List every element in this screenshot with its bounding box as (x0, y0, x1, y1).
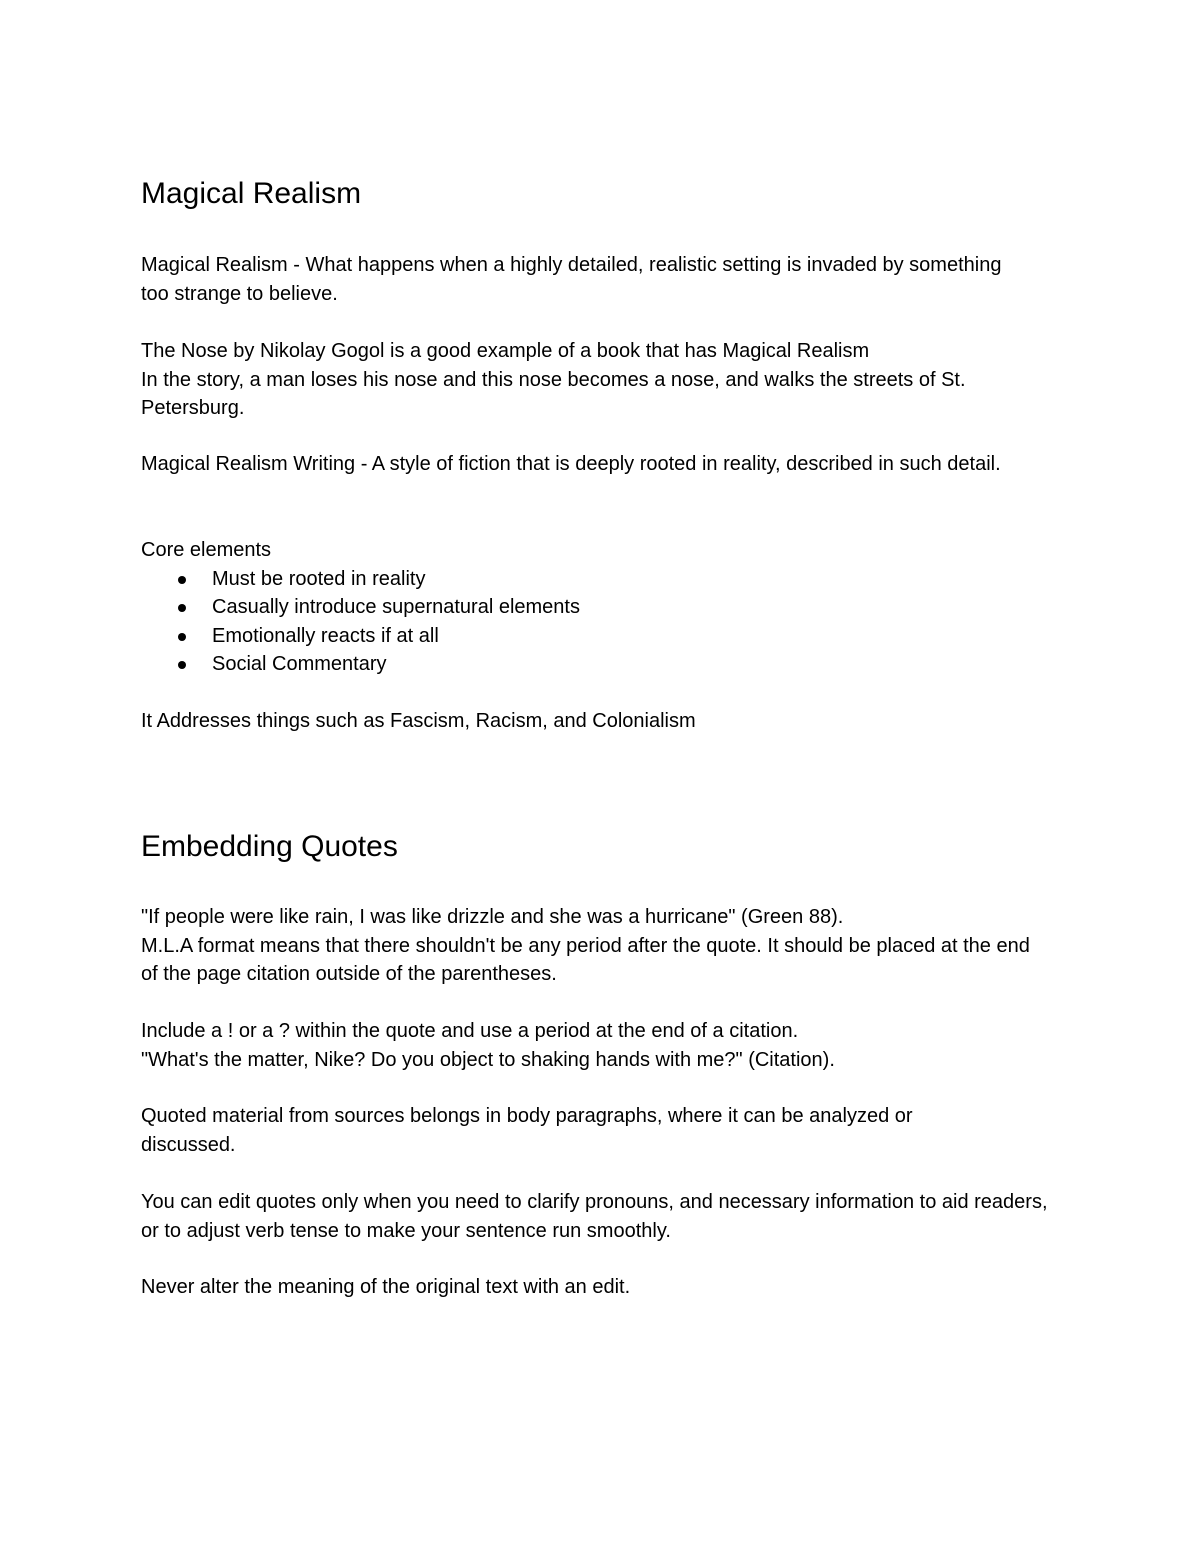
list-item: Social Commentary (141, 650, 580, 679)
bullet-icon (178, 604, 186, 612)
paragraph-mla-note: M.L.A format means that there shouldn't be any period after the quote. It should be placed at the end of the page citation outside of the parentheses. (141, 934, 1030, 985)
bullet-icon (178, 576, 186, 584)
paragraph-include-note: Include a ! or a ? within the quote and use a period at the end of a citation. (141, 1020, 799, 1042)
list-item: Casually introduce supernatural elements (141, 593, 580, 622)
core-elements-list (141, 565, 580, 679)
heading-magical-realism: Magical Realism (141, 177, 362, 210)
paragraph-quote2: "What's the matter, Nike? Do you object to shaking hands with me?" (Citation). (141, 1048, 835, 1071)
paragraph-writing-definition: Magical Realism Writing - A style of fiction that is deeply rooted in reality, described in such detail. (141, 453, 1001, 475)
bullet-icon (178, 661, 186, 669)
list-item: Emotionally reacts if at all (141, 622, 580, 651)
paragraph-quote1: "If people were like rain, I was like drizzle and she was a hurricane" (Green 88). (141, 906, 844, 928)
paragraph-quoted-material: Quoted material from sources belongs in body paragraphs, where it can be analyzed or discussed. (141, 1105, 913, 1156)
paragraph-edit-note: You can edit quotes only when you need to clarify pronouns, and necessary information to aid readers, or to adjust verb tense to make your sentence run smoothly. (141, 1191, 1048, 1242)
paragraph-example-line1: The Nose by Nikolay Gogol is a good example of a book that has Magical Realism (141, 340, 870, 362)
core-elements-label: Core elements (141, 539, 272, 561)
paragraph-definition: Magical Realism - What happens when a highly detailed, realistic setting is invaded by something too strange to believe. (141, 254, 1002, 305)
list-item: Must be rooted in reality (141, 565, 580, 594)
bullet-icon (178, 633, 186, 641)
paragraph-example-line2: In the story, a man loses his nose and this nose becomes a nose, and walks the streets of St. Petersburg. (141, 368, 966, 419)
paragraph-addresses: It Addresses things such as Fascism, Racism, and Colonialism (141, 710, 696, 732)
paragraph-never-alter: Never alter the meaning of the original text with an edit. (141, 1276, 631, 1298)
heading-embedding-quotes: Embedding Quotes (141, 830, 398, 863)
